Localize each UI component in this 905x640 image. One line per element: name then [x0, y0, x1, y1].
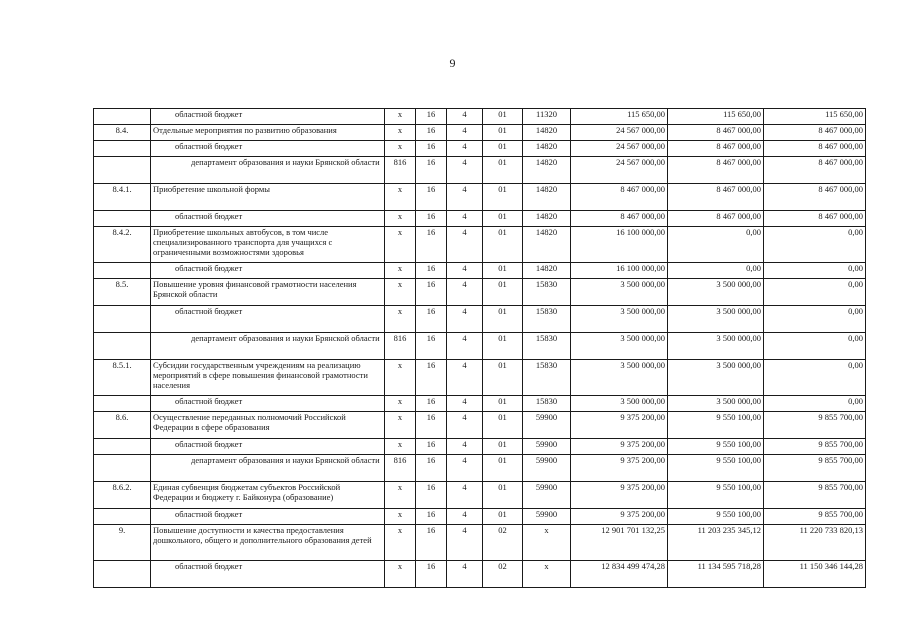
table-body [94, 109, 866, 588]
amount-cell-2: 3 500 000,00 [668, 333, 764, 360]
row-number-cell: 8.5. [94, 279, 151, 306]
amount-cell-1: 24 567 000,00 [571, 157, 668, 184]
amount-cell-1: 16 100 000,00 [571, 227, 668, 263]
code-cell-1: х [385, 396, 416, 412]
row-name-cell: областной бюджет [151, 211, 385, 227]
row-number-cell: 8.4.2. [94, 227, 151, 263]
amount-cell-2: 9 550 100,00 [668, 509, 764, 525]
code-cell-3: 4 [447, 125, 483, 141]
amount-cell-1: 9 375 200,00 [571, 412, 668, 439]
amount-cell-2: 11 134 595 718,28 [668, 561, 764, 588]
row-name-cell: Повышение уровня финансовой грамотности населения Брянской области [151, 279, 385, 306]
code-cell-2: 16 [416, 561, 447, 588]
code-cell-1: х [385, 211, 416, 227]
code-cell-2: 16 [416, 412, 447, 439]
code-cell-4: 02 [483, 561, 523, 588]
amount-cell-3: 8 467 000,00 [764, 184, 866, 211]
amount-cell-3: 11 220 733 820,13 [764, 525, 866, 561]
amount-cell-3: 9 855 700,00 [764, 412, 866, 439]
row-number-cell: 8.6. [94, 412, 151, 439]
row-number-cell [94, 211, 151, 227]
code-cell-5: 15830 [523, 333, 571, 360]
code-cell-5: 59900 [523, 482, 571, 509]
table-row [94, 360, 866, 396]
code-cell-3: 4 [447, 211, 483, 227]
code-cell-2: 16 [416, 333, 447, 360]
code-cell-2: 16 [416, 125, 447, 141]
code-cell-2: 16 [416, 509, 447, 525]
code-cell-4: 01 [483, 396, 523, 412]
code-cell-4: 01 [483, 263, 523, 279]
amount-cell-1: 3 500 000,00 [571, 333, 668, 360]
table-row [94, 561, 866, 588]
row-name-cell: Осуществление переданных полномочий Российской Федерации в сфере образования [151, 412, 385, 439]
amount-cell-2: 8 467 000,00 [668, 157, 764, 184]
code-cell-2: 16 [416, 525, 447, 561]
code-cell-1: х [385, 227, 416, 263]
amount-cell-2: 3 500 000,00 [668, 396, 764, 412]
row-number-cell: 8.5.1. [94, 360, 151, 396]
code-cell-4: 01 [483, 455, 523, 482]
row-number-cell: 9. [94, 525, 151, 561]
amount-cell-1: 9 375 200,00 [571, 482, 668, 509]
row-name-cell: Отдельные мероприятия по развитию образования [151, 125, 385, 141]
table-row [94, 279, 866, 306]
code-cell-3: 4 [447, 279, 483, 306]
amount-cell-3: 0,00 [764, 396, 866, 412]
row-name-cell: областной бюджет [151, 396, 385, 412]
code-cell-3: 4 [447, 561, 483, 588]
code-cell-2: 16 [416, 396, 447, 412]
row-name-cell: Приобретение школьной формы [151, 184, 385, 211]
code-cell-2: 16 [416, 482, 447, 509]
amount-cell-1: 3 500 000,00 [571, 396, 668, 412]
table-row [94, 482, 866, 509]
amount-cell-2: 9 550 100,00 [668, 412, 764, 439]
code-cell-4: 01 [483, 125, 523, 141]
table-row [94, 157, 866, 184]
amount-cell-1: 3 500 000,00 [571, 306, 668, 333]
table-row [94, 509, 866, 525]
code-cell-1: х [385, 141, 416, 157]
code-cell-4: 01 [483, 412, 523, 439]
amount-cell-3: 9 855 700,00 [764, 455, 866, 482]
code-cell-4: 01 [483, 360, 523, 396]
amount-cell-2: 9 550 100,00 [668, 455, 764, 482]
row-name-cell: областной бюджет [151, 306, 385, 333]
amount-cell-2: 11 203 235 345,12 [668, 525, 764, 561]
code-cell-2: 16 [416, 360, 447, 396]
code-cell-2: 16 [416, 157, 447, 184]
amount-cell-1: 24 567 000,00 [571, 125, 668, 141]
table-row [94, 125, 866, 141]
amount-cell-2: 8 467 000,00 [668, 141, 764, 157]
amount-cell-2: 0,00 [668, 263, 764, 279]
code-cell-5: 15830 [523, 306, 571, 333]
code-cell-2: 16 [416, 263, 447, 279]
row-number-cell [94, 306, 151, 333]
code-cell-3: 4 [447, 412, 483, 439]
row-number-cell [94, 439, 151, 455]
code-cell-2: 16 [416, 455, 447, 482]
code-cell-5: х [523, 561, 571, 588]
row-number-cell [94, 455, 151, 482]
row-name-cell: Субсидии государственным учреждениям на реализацию мероприятий в сфере повышения финансовой грамотности населения [151, 360, 385, 396]
row-number-cell: 8.4.1. [94, 184, 151, 211]
table-row [94, 184, 866, 211]
code-cell-2: 16 [416, 184, 447, 211]
amount-cell-1: 3 500 000,00 [571, 360, 668, 396]
code-cell-5: 15830 [523, 360, 571, 396]
amount-cell-1: 12 901 701 132,25 [571, 525, 668, 561]
code-cell-1: х [385, 279, 416, 306]
code-cell-1: х [385, 412, 416, 439]
amount-cell-2: 0,00 [668, 227, 764, 263]
row-name-cell: департамент образования и науки Брянской области [151, 455, 385, 482]
row-name-cell: областной бюджет [151, 439, 385, 455]
amount-cell-1: 9 375 200,00 [571, 455, 668, 482]
row-name-cell: областной бюджет [151, 263, 385, 279]
code-cell-1: х [385, 184, 416, 211]
code-cell-1: 816 [385, 455, 416, 482]
code-cell-2: 16 [416, 109, 447, 125]
code-cell-5: 59900 [523, 509, 571, 525]
table-row [94, 396, 866, 412]
amount-cell-2: 8 467 000,00 [668, 125, 764, 141]
amount-cell-2: 9 550 100,00 [668, 439, 764, 455]
amount-cell-3: 9 855 700,00 [764, 509, 866, 525]
page-number: 9 [449, 56, 456, 70]
code-cell-3: 4 [447, 525, 483, 561]
table-row [94, 412, 866, 439]
code-cell-2: 16 [416, 141, 447, 157]
row-number-cell [94, 109, 151, 125]
row-name-cell: департамент образования и науки Брянской области [151, 157, 385, 184]
code-cell-5: 14820 [523, 211, 571, 227]
amount-cell-3: 8 467 000,00 [764, 141, 866, 157]
code-cell-2: 16 [416, 439, 447, 455]
code-cell-2: 16 [416, 211, 447, 227]
code-cell-4: 01 [483, 306, 523, 333]
code-cell-4: 01 [483, 439, 523, 455]
code-cell-4: 01 [483, 279, 523, 306]
code-cell-4: 01 [483, 109, 523, 125]
table-row [94, 333, 866, 360]
amount-cell-3: 8 467 000,00 [764, 157, 866, 184]
amount-cell-2: 3 500 000,00 [668, 360, 764, 396]
code-cell-1: х [385, 482, 416, 509]
amount-cell-3: 0,00 [764, 263, 866, 279]
table-row [94, 141, 866, 157]
table-row [94, 525, 866, 561]
code-cell-1: х [385, 306, 416, 333]
code-cell-5: 14820 [523, 157, 571, 184]
row-name-cell: департамент образования и науки Брянской области [151, 333, 385, 360]
amount-cell-2: 3 500 000,00 [668, 306, 764, 333]
amount-cell-3: 0,00 [764, 279, 866, 306]
code-cell-5: 14820 [523, 184, 571, 211]
row-name-cell: Приобретение школьных автобусов, в том числе специализированного транспорта для учащихся с ограниченными возможностями здоровья [151, 227, 385, 263]
amount-cell-1: 115 650,00 [571, 109, 668, 125]
row-number-cell [94, 157, 151, 184]
code-cell-1: х [385, 439, 416, 455]
code-cell-5: х [523, 525, 571, 561]
code-cell-1: х [385, 360, 416, 396]
amount-cell-3: 9 855 700,00 [764, 439, 866, 455]
amount-cell-3: 0,00 [764, 360, 866, 396]
code-cell-3: 4 [447, 439, 483, 455]
amount-cell-2: 8 467 000,00 [668, 211, 764, 227]
code-cell-4: 01 [483, 211, 523, 227]
table-row [94, 455, 866, 482]
code-cell-5: 59900 [523, 439, 571, 455]
code-cell-2: 16 [416, 306, 447, 333]
code-cell-3: 4 [447, 333, 483, 360]
code-cell-1: х [385, 125, 416, 141]
code-cell-1: 816 [385, 157, 416, 184]
amount-cell-3: 0,00 [764, 227, 866, 263]
row-name-cell: Единая субвенция бюджетам субъектов Российской Федерации и бюджету г. Байконура (образование) [151, 482, 385, 509]
code-cell-4: 01 [483, 509, 523, 525]
code-cell-3: 4 [447, 360, 483, 396]
amount-cell-1: 8 467 000,00 [571, 211, 668, 227]
code-cell-5: 14820 [523, 125, 571, 141]
table-row [94, 109, 866, 125]
row-name-cell: областной бюджет [151, 109, 385, 125]
code-cell-2: 16 [416, 279, 447, 306]
amount-cell-1: 8 467 000,00 [571, 184, 668, 211]
code-cell-1: х [385, 525, 416, 561]
amount-cell-1: 9 375 200,00 [571, 439, 668, 455]
row-number-cell: 8.4. [94, 125, 151, 141]
code-cell-1: х [385, 561, 416, 588]
table-row [94, 227, 866, 263]
code-cell-3: 4 [447, 455, 483, 482]
code-cell-4: 01 [483, 227, 523, 263]
row-number-cell [94, 509, 151, 525]
code-cell-3: 4 [447, 509, 483, 525]
amount-cell-1: 3 500 000,00 [571, 279, 668, 306]
row-number-cell [94, 333, 151, 360]
amount-cell-1: 16 100 000,00 [571, 263, 668, 279]
code-cell-3: 4 [447, 306, 483, 333]
code-cell-4: 01 [483, 141, 523, 157]
code-cell-5: 11320 [523, 109, 571, 125]
amount-cell-2: 115 650,00 [668, 109, 764, 125]
code-cell-5: 14820 [523, 263, 571, 279]
budget-table [93, 108, 866, 588]
code-cell-5: 15830 [523, 396, 571, 412]
code-cell-4: 01 [483, 482, 523, 509]
table-row [94, 263, 866, 279]
row-number-cell [94, 141, 151, 157]
amount-cell-3: 8 467 000,00 [764, 125, 866, 141]
code-cell-3: 4 [447, 141, 483, 157]
amount-cell-3: 8 467 000,00 [764, 211, 866, 227]
amount-cell-3: 9 855 700,00 [764, 482, 866, 509]
code-cell-3: 4 [447, 263, 483, 279]
code-cell-3: 4 [447, 184, 483, 211]
code-cell-3: 4 [447, 396, 483, 412]
code-cell-1: 816 [385, 333, 416, 360]
amount-cell-2: 9 550 100,00 [668, 482, 764, 509]
amount-cell-3: 11 150 346 144,28 [764, 561, 866, 588]
table-row [94, 439, 866, 455]
amount-cell-1: 9 375 200,00 [571, 509, 668, 525]
code-cell-4: 02 [483, 525, 523, 561]
code-cell-4: 01 [483, 184, 523, 211]
row-name-cell: Повышение доступности и качества предоставления дошкольного, общего и дополнительного образования детей [151, 525, 385, 561]
code-cell-1: х [385, 263, 416, 279]
code-cell-4: 01 [483, 157, 523, 184]
row-number-cell [94, 561, 151, 588]
amount-cell-2: 8 467 000,00 [668, 184, 764, 211]
code-cell-4: 01 [483, 333, 523, 360]
row-number-cell: 8.6.2. [94, 482, 151, 509]
amount-cell-2: 3 500 000,00 [668, 279, 764, 306]
code-cell-3: 4 [447, 227, 483, 263]
code-cell-3: 4 [447, 482, 483, 509]
row-number-cell [94, 396, 151, 412]
code-cell-1: х [385, 509, 416, 525]
amount-cell-3: 0,00 [764, 333, 866, 360]
code-cell-3: 4 [447, 109, 483, 125]
code-cell-1: х [385, 109, 416, 125]
code-cell-5: 14820 [523, 227, 571, 263]
code-cell-5: 15830 [523, 279, 571, 306]
code-cell-3: 4 [447, 157, 483, 184]
amount-cell-1: 24 567 000,00 [571, 141, 668, 157]
row-name-cell: областной бюджет [151, 561, 385, 588]
amount-cell-3: 115 650,00 [764, 109, 866, 125]
table-row [94, 211, 866, 227]
row-name-cell: областной бюджет [151, 141, 385, 157]
code-cell-5: 59900 [523, 455, 571, 482]
code-cell-5: 59900 [523, 412, 571, 439]
row-number-cell [94, 263, 151, 279]
amount-cell-1: 12 834 499 474,28 [571, 561, 668, 588]
code-cell-5: 14820 [523, 141, 571, 157]
table-row [94, 306, 866, 333]
code-cell-2: 16 [416, 227, 447, 263]
row-name-cell: областной бюджет [151, 509, 385, 525]
amount-cell-3: 0,00 [764, 306, 866, 333]
